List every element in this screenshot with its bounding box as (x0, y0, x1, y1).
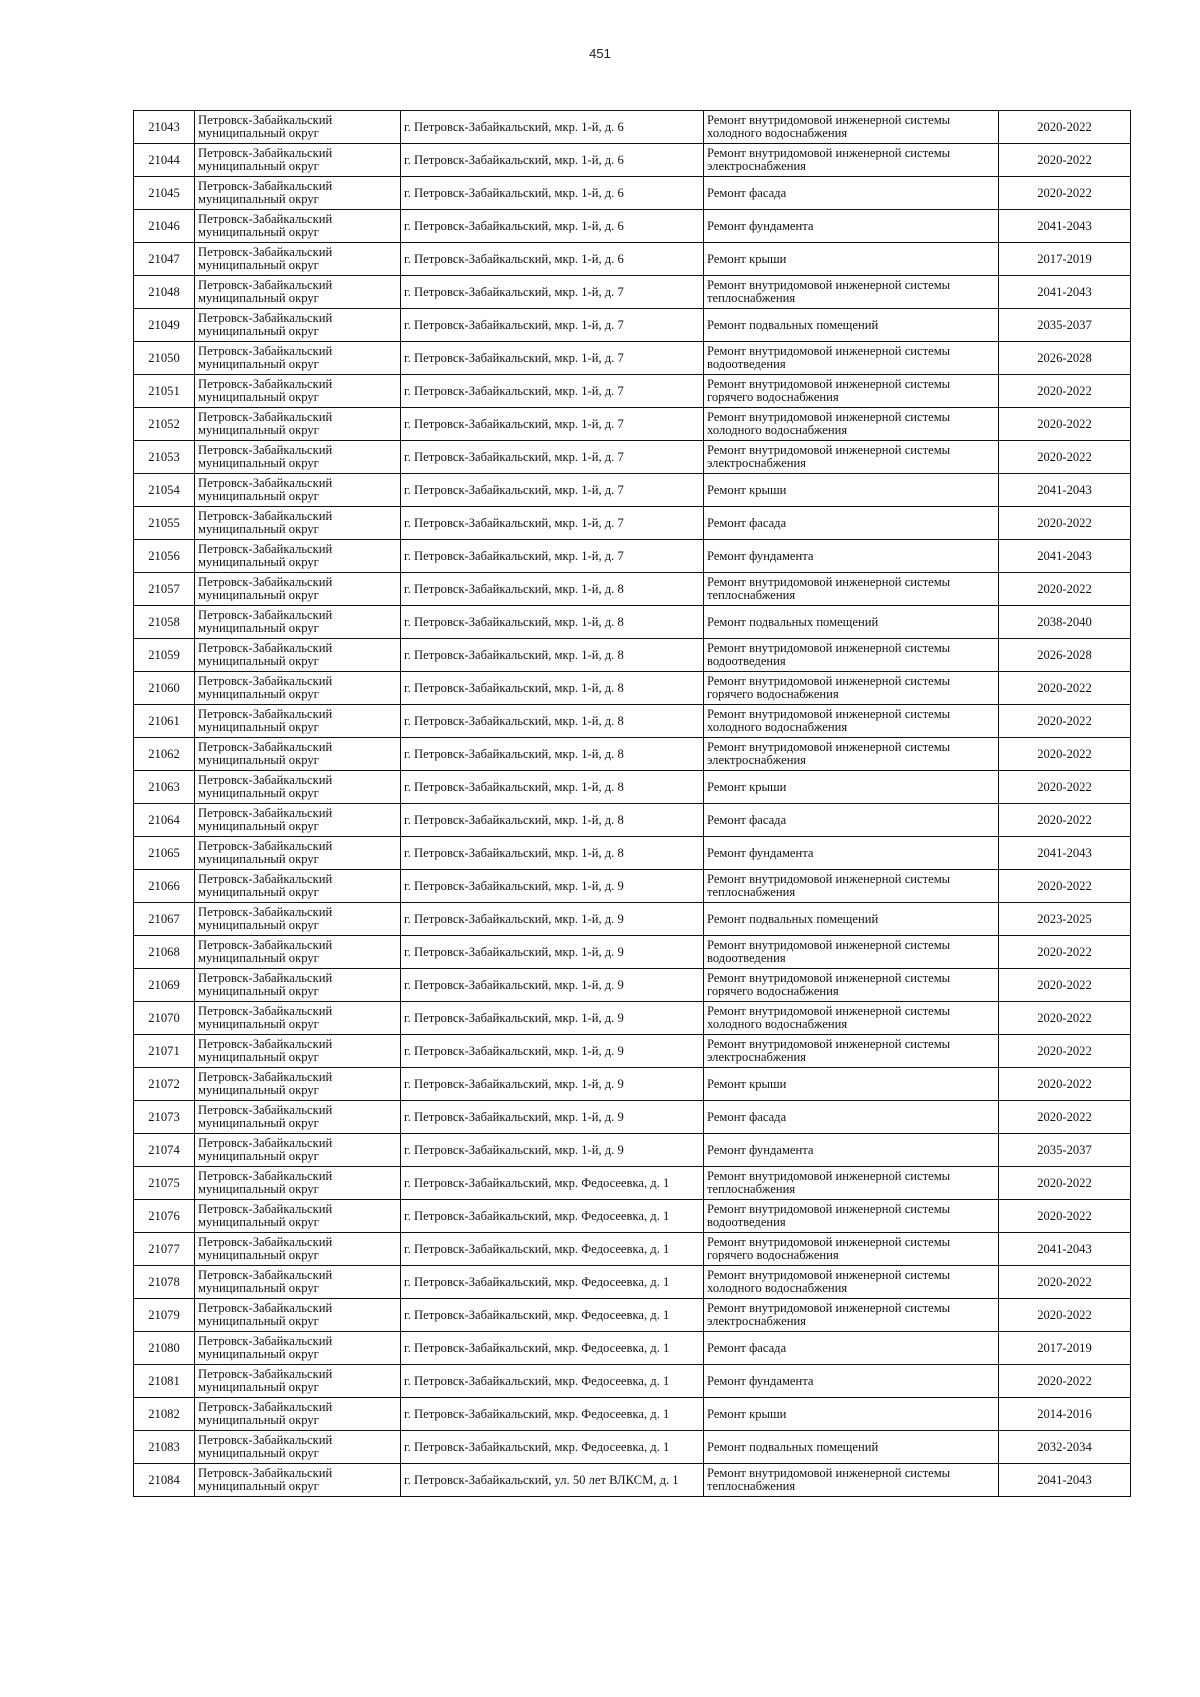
municipality-cell: Петровск-Забайкальский муниципальный округ (195, 276, 401, 309)
address-cell: г. Петровск-Забайкальский, мкр. Федосеевка, д. 1 (401, 1200, 704, 1233)
table-row (134, 111, 1131, 144)
period-cell: 2017-2019 (999, 243, 1131, 276)
table-row (134, 771, 1131, 804)
municipality-cell: Петровск-Забайкальский муниципальный округ (195, 1365, 401, 1398)
municipality-cell: Петровск-Забайкальский муниципальный округ (195, 1398, 401, 1431)
row-number: 21061 (134, 705, 195, 738)
period-cell: 2020-2022 (999, 804, 1131, 837)
work-type-cell: Ремонт подвальных помещений (704, 606, 999, 639)
row-number: 21047 (134, 243, 195, 276)
municipality-cell: Петровск-Забайкальский муниципальный округ (195, 309, 401, 342)
table-row (134, 804, 1131, 837)
municipality-cell: Петровск-Забайкальский муниципальный округ (195, 1035, 401, 1068)
work-type-cell: Ремонт внутридомовой инженерной системы теплоснабжения (704, 1464, 999, 1497)
period-cell: 2020-2022 (999, 870, 1131, 903)
table-row (134, 1134, 1131, 1167)
work-type-cell: Ремонт внутридомовой инженерной системы электроснабжения (704, 441, 999, 474)
table-row (134, 639, 1131, 672)
work-type-cell: Ремонт фундамента (704, 837, 999, 870)
table-row (134, 1299, 1131, 1332)
table-row (134, 507, 1131, 540)
table-row (134, 1365, 1131, 1398)
municipality-cell: Петровск-Забайкальский муниципальный округ (195, 573, 401, 606)
period-cell: 2020-2022 (999, 738, 1131, 771)
work-type-cell: Ремонт крыши (704, 1398, 999, 1431)
work-type-cell: Ремонт внутридомовой инженерной системы электроснабжения (704, 144, 999, 177)
address-cell: г. Петровск-Забайкальский, мкр. 1-й, д. 6 (401, 111, 704, 144)
row-number: 21044 (134, 144, 195, 177)
address-cell: г. Петровск-Забайкальский, мкр. 1-й, д. 7 (401, 408, 704, 441)
row-number: 21054 (134, 474, 195, 507)
municipality-cell: Петровск-Забайкальский муниципальный округ (195, 375, 401, 408)
table-row (134, 540, 1131, 573)
municipality-cell: Петровск-Забайкальский муниципальный округ (195, 1464, 401, 1497)
work-type-cell: Ремонт крыши (704, 243, 999, 276)
period-cell: 2020-2022 (999, 144, 1131, 177)
work-type-cell: Ремонт внутридомовой инженерной системы теплоснабжения (704, 1167, 999, 1200)
work-type-cell: Ремонт внутридомовой инженерной системы горячего водоснабжения (704, 375, 999, 408)
address-cell: г. Петровск-Забайкальский, мкр. Федосеевка, д. 1 (401, 1266, 704, 1299)
address-cell: г. Петровск-Забайкальский, мкр. 1-й, д. 9 (401, 1002, 704, 1035)
row-number: 21072 (134, 1068, 195, 1101)
address-cell: г. Петровск-Забайкальский, мкр. 1-й, д. 6 (401, 210, 704, 243)
row-number: 21069 (134, 969, 195, 1002)
row-number: 21057 (134, 573, 195, 606)
work-type-cell: Ремонт подвальных помещений (704, 1431, 999, 1464)
row-number: 21059 (134, 639, 195, 672)
period-cell: 2020-2022 (999, 111, 1131, 144)
municipality-cell: Петровск-Забайкальский муниципальный округ (195, 1002, 401, 1035)
address-cell: г. Петровск-Забайкальский, мкр. 1-й, д. 7 (401, 507, 704, 540)
municipality-cell: Петровск-Забайкальский муниципальный округ (195, 1431, 401, 1464)
work-type-cell: Ремонт внутридомовой инженерной системы горячего водоснабжения (704, 969, 999, 1002)
row-number: 21084 (134, 1464, 195, 1497)
municipality-cell: Петровск-Забайкальский муниципальный округ (195, 936, 401, 969)
period-cell: 2020-2022 (999, 177, 1131, 210)
address-cell: г. Петровск-Забайкальский, мкр. 1-й, д. 7 (401, 309, 704, 342)
table-row (134, 342, 1131, 375)
row-number: 21060 (134, 672, 195, 705)
row-number: 21070 (134, 1002, 195, 1035)
row-number: 21055 (134, 507, 195, 540)
period-cell: 2020-2022 (999, 1200, 1131, 1233)
municipality-cell: Петровск-Забайкальский муниципальный округ (195, 639, 401, 672)
period-cell: 2041-2043 (999, 1233, 1131, 1266)
work-type-cell: Ремонт внутридомовой инженерной системы теплоснабжения (704, 870, 999, 903)
work-type-cell: Ремонт внутридомовой инженерной системы холодного водоснабжения (704, 1002, 999, 1035)
municipality-cell: Петровск-Забайкальский муниципальный округ (195, 441, 401, 474)
period-cell: 2035-2037 (999, 309, 1131, 342)
work-type-cell: Ремонт фундамента (704, 1365, 999, 1398)
municipality-cell: Петровск-Забайкальский муниципальный округ (195, 111, 401, 144)
address-cell: г. Петровск-Забайкальский, мкр. 1-й, д. 8 (401, 606, 704, 639)
address-cell: г. Петровск-Забайкальский, мкр. 1-й, д. 8 (401, 738, 704, 771)
table-row (134, 276, 1131, 309)
address-cell: г. Петровск-Забайкальский, мкр. 1-й, д. 8 (401, 837, 704, 870)
row-number: 21074 (134, 1134, 195, 1167)
work-type-cell: Ремонт внутридомовой инженерной системы водоотведения (704, 639, 999, 672)
municipality-cell: Петровск-Забайкальский муниципальный округ (195, 771, 401, 804)
municipality-cell: Петровск-Забайкальский муниципальный округ (195, 1266, 401, 1299)
address-cell: г. Петровск-Забайкальский, мкр. 1-й, д. 9 (401, 903, 704, 936)
work-type-cell: Ремонт внутридомовой инженерной системы горячего водоснабжения (704, 1233, 999, 1266)
row-number: 21071 (134, 1035, 195, 1068)
table-row (134, 1233, 1131, 1266)
period-cell: 2026-2028 (999, 342, 1131, 375)
period-cell: 2041-2043 (999, 837, 1131, 870)
work-type-cell: Ремонт крыши (704, 1068, 999, 1101)
row-number: 21080 (134, 1332, 195, 1365)
repair-schedule-table (133, 110, 1131, 1497)
address-cell: г. Петровск-Забайкальский, мкр. 1-й, д. 8 (401, 705, 704, 738)
table-row (134, 474, 1131, 507)
table-row (134, 837, 1131, 870)
table-body (134, 111, 1131, 1497)
work-type-cell: Ремонт внутридомовой инженерной системы теплоснабжения (704, 573, 999, 606)
address-cell: г. Петровск-Забайкальский, мкр. Федосеевка, д. 1 (401, 1431, 704, 1464)
period-cell: 2020-2022 (999, 969, 1131, 1002)
row-number: 21045 (134, 177, 195, 210)
work-type-cell: Ремонт фасада (704, 1332, 999, 1365)
period-cell: 2020-2022 (999, 1002, 1131, 1035)
municipality-cell: Петровск-Забайкальский муниципальный округ (195, 903, 401, 936)
municipality-cell: Петровск-Забайкальский муниципальный округ (195, 870, 401, 903)
work-type-cell: Ремонт фундамента (704, 210, 999, 243)
row-number: 21049 (134, 309, 195, 342)
municipality-cell: Петровск-Забайкальский муниципальный округ (195, 1233, 401, 1266)
work-type-cell: Ремонт внутридомовой инженерной системы водоотведения (704, 1200, 999, 1233)
row-number: 21062 (134, 738, 195, 771)
table-row (134, 1266, 1131, 1299)
work-type-cell: Ремонт фасада (704, 507, 999, 540)
row-number: 21075 (134, 1167, 195, 1200)
table-row (134, 309, 1131, 342)
work-type-cell: Ремонт подвальных помещений (704, 309, 999, 342)
address-cell: г. Петровск-Забайкальский, мкр. 1-й, д. 9 (401, 1134, 704, 1167)
table-row (134, 1464, 1131, 1497)
municipality-cell: Петровск-Забайкальский муниципальный округ (195, 606, 401, 639)
period-cell: 2041-2043 (999, 474, 1131, 507)
row-number: 21053 (134, 441, 195, 474)
row-number: 21083 (134, 1431, 195, 1464)
period-cell: 2020-2022 (999, 441, 1131, 474)
municipality-cell: Петровск-Забайкальский муниципальный округ (195, 1332, 401, 1365)
municipality-cell: Петровск-Забайкальский муниципальный округ (195, 969, 401, 1002)
table-row (134, 1002, 1131, 1035)
address-cell: г. Петровск-Забайкальский, мкр. 1-й, д. 7 (401, 441, 704, 474)
row-number: 21048 (134, 276, 195, 309)
period-cell: 2020-2022 (999, 1365, 1131, 1398)
address-cell: г. Петровск-Забайкальский, мкр. 1-й, д. 8 (401, 771, 704, 804)
table-row (134, 738, 1131, 771)
table-row (134, 1398, 1131, 1431)
work-type-cell: Ремонт внутридомовой инженерной системы холодного водоснабжения (704, 1266, 999, 1299)
municipality-cell: Петровск-Забайкальский муниципальный округ (195, 210, 401, 243)
period-cell: 2020-2022 (999, 375, 1131, 408)
period-cell: 2038-2040 (999, 606, 1131, 639)
table-row (134, 243, 1131, 276)
row-number: 21078 (134, 1266, 195, 1299)
work-type-cell: Ремонт фасада (704, 1101, 999, 1134)
period-cell: 2023-2025 (999, 903, 1131, 936)
period-cell: 2020-2022 (999, 936, 1131, 969)
row-number: 21046 (134, 210, 195, 243)
municipality-cell: Петровск-Забайкальский муниципальный округ (195, 1299, 401, 1332)
address-cell: г. Петровск-Забайкальский, мкр. 1-й, д. 8 (401, 672, 704, 705)
period-cell: 2041-2043 (999, 540, 1131, 573)
period-cell: 2020-2022 (999, 1167, 1131, 1200)
address-cell: г. Петровск-Забайкальский, мкр. 1-й, д. 9 (401, 969, 704, 1002)
row-number: 21082 (134, 1398, 195, 1431)
table-row (134, 969, 1131, 1002)
table-row (134, 1101, 1131, 1134)
row-number: 21073 (134, 1101, 195, 1134)
address-cell: г. Петровск-Забайкальский, мкр. 1-й, д. 7 (401, 375, 704, 408)
row-number: 21052 (134, 408, 195, 441)
municipality-cell: Петровск-Забайкальский муниципальный округ (195, 474, 401, 507)
municipality-cell: Петровск-Забайкальский муниципальный округ (195, 243, 401, 276)
row-number: 21056 (134, 540, 195, 573)
municipality-cell: Петровск-Забайкальский муниципальный округ (195, 144, 401, 177)
address-cell: г. Петровск-Забайкальский, мкр. 1-й, д. 7 (401, 276, 704, 309)
period-cell: 2020-2022 (999, 573, 1131, 606)
municipality-cell: Петровск-Забайкальский муниципальный округ (195, 507, 401, 540)
address-cell: г. Петровск-Забайкальский, мкр. Федосеевка, д. 1 (401, 1167, 704, 1200)
table-row (134, 1167, 1131, 1200)
table-row (134, 1200, 1131, 1233)
table-row (134, 441, 1131, 474)
work-type-cell: Ремонт фундамента (704, 540, 999, 573)
municipality-cell: Петровск-Забайкальский муниципальный округ (195, 540, 401, 573)
period-cell: 2014-2016 (999, 1398, 1131, 1431)
work-type-cell: Ремонт внутридомовой инженерной системы электроснабжения (704, 1035, 999, 1068)
address-cell: г. Петровск-Забайкальский, мкр. 1-й, д. 7 (401, 540, 704, 573)
address-cell: г. Петровск-Забайкальский, мкр. Федосеевка, д. 1 (401, 1398, 704, 1431)
table-row (134, 936, 1131, 969)
table-row (134, 1035, 1131, 1068)
table-row (134, 144, 1131, 177)
period-cell: 2020-2022 (999, 1101, 1131, 1134)
table-row (134, 870, 1131, 903)
municipality-cell: Петровск-Забайкальский муниципальный округ (195, 672, 401, 705)
row-number: 21050 (134, 342, 195, 375)
table-row (134, 1068, 1131, 1101)
municipality-cell: Петровск-Забайкальский муниципальный округ (195, 1134, 401, 1167)
row-number: 21043 (134, 111, 195, 144)
work-type-cell: Ремонт внутридомовой инженерной системы теплоснабжения (704, 276, 999, 309)
period-cell: 2020-2022 (999, 1035, 1131, 1068)
table-row (134, 1332, 1131, 1365)
period-cell: 2035-2037 (999, 1134, 1131, 1167)
address-cell: г. Петровск-Забайкальский, мкр. 1-й, д. 7 (401, 342, 704, 375)
table-row (134, 606, 1131, 639)
period-cell: 2020-2022 (999, 771, 1131, 804)
work-type-cell: Ремонт фасада (704, 177, 999, 210)
period-cell: 2017-2019 (999, 1332, 1131, 1365)
row-number: 21063 (134, 771, 195, 804)
address-cell: г. Петровск-Забайкальский, мкр. 1-й, д. 6 (401, 144, 704, 177)
work-type-cell: Ремонт внутридомовой инженерной системы электроснабжения (704, 1299, 999, 1332)
address-cell: г. Петровск-Забайкальский, мкр. Федосеевка, д. 1 (401, 1233, 704, 1266)
table-row (134, 903, 1131, 936)
address-cell: г. Петровск-Забайкальский, мкр. 1-й, д. 9 (401, 1035, 704, 1068)
municipality-cell: Петровск-Забайкальский муниципальный округ (195, 177, 401, 210)
address-cell: г. Петровск-Забайкальский, мкр. 1-й, д. 7 (401, 474, 704, 507)
table-row (134, 1431, 1131, 1464)
period-cell: 2032-2034 (999, 1431, 1131, 1464)
address-cell: г. Петровск-Забайкальский, ул. 50 лет ВЛКСМ, д. 1 (401, 1464, 704, 1497)
address-cell: г. Петровск-Забайкальский, мкр. 1-й, д. 9 (401, 936, 704, 969)
page-number: 451 (589, 46, 611, 61)
address-cell: г. Петровск-Забайкальский, мкр. 1-й, д. 6 (401, 243, 704, 276)
municipality-cell: Петровск-Забайкальский муниципальный округ (195, 342, 401, 375)
period-cell: 2020-2022 (999, 1266, 1131, 1299)
work-type-cell: Ремонт внутридомовой инженерной системы холодного водоснабжения (704, 408, 999, 441)
row-number: 21068 (134, 936, 195, 969)
work-type-cell: Ремонт подвальных помещений (704, 903, 999, 936)
period-cell: 2020-2022 (999, 705, 1131, 738)
work-type-cell: Ремонт крыши (704, 474, 999, 507)
work-type-cell: Ремонт фундамента (704, 1134, 999, 1167)
period-cell: 2020-2022 (999, 1299, 1131, 1332)
address-cell: г. Петровск-Забайкальский, мкр. 1-й, д. 8 (401, 573, 704, 606)
table-row (134, 408, 1131, 441)
municipality-cell: Петровск-Забайкальский муниципальный округ (195, 408, 401, 441)
row-number: 21064 (134, 804, 195, 837)
table-row (134, 705, 1131, 738)
address-cell: г. Петровск-Забайкальский, мкр. 1-й, д. 9 (401, 870, 704, 903)
municipality-cell: Петровск-Забайкальский муниципальный округ (195, 1167, 401, 1200)
row-number: 21051 (134, 375, 195, 408)
period-cell: 2020-2022 (999, 408, 1131, 441)
table-row (134, 375, 1131, 408)
row-number: 21065 (134, 837, 195, 870)
work-type-cell: Ремонт крыши (704, 771, 999, 804)
row-number: 21076 (134, 1200, 195, 1233)
address-cell: г. Петровск-Забайкальский, мкр. 1-й, д. 8 (401, 804, 704, 837)
work-type-cell: Ремонт внутридомовой инженерной системы водоотведения (704, 342, 999, 375)
period-cell: 2041-2043 (999, 276, 1131, 309)
row-number: 21066 (134, 870, 195, 903)
table-row (134, 573, 1131, 606)
period-cell: 2026-2028 (999, 639, 1131, 672)
work-type-cell: Ремонт внутридомовой инженерной системы электроснабжения (704, 738, 999, 771)
address-cell: г. Петровск-Забайкальский, мкр. 1-й, д. 9 (401, 1068, 704, 1101)
municipality-cell: Петровск-Забайкальский муниципальный округ (195, 1101, 401, 1134)
table-row (134, 210, 1131, 243)
row-number: 21077 (134, 1233, 195, 1266)
address-cell: г. Петровск-Забайкальский, мкр. Федосеевка, д. 1 (401, 1299, 704, 1332)
address-cell: г. Петровск-Забайкальский, мкр. Федосеевка, д. 1 (401, 1365, 704, 1398)
work-type-cell: Ремонт внутридомовой инженерной системы холодного водоснабжения (704, 705, 999, 738)
address-cell: г. Петровск-Забайкальский, мкр. 1-й, д. 8 (401, 639, 704, 672)
period-cell: 2020-2022 (999, 672, 1131, 705)
address-cell: г. Петровск-Забайкальский, мкр. Федосеевка, д. 1 (401, 1332, 704, 1365)
municipality-cell: Петровск-Забайкальский муниципальный округ (195, 837, 401, 870)
table-row (134, 177, 1131, 210)
period-cell: 2020-2022 (999, 507, 1131, 540)
work-type-cell: Ремонт внутридомовой инженерной системы горячего водоснабжения (704, 672, 999, 705)
row-number: 21081 (134, 1365, 195, 1398)
municipality-cell: Петровск-Забайкальский муниципальный округ (195, 738, 401, 771)
table-row (134, 672, 1131, 705)
period-cell: 2041-2043 (999, 1464, 1131, 1497)
municipality-cell: Петровск-Забайкальский муниципальный округ (195, 1200, 401, 1233)
address-cell: г. Петровск-Забайкальский, мкр. 1-й, д. 6 (401, 177, 704, 210)
row-number: 21067 (134, 903, 195, 936)
work-type-cell: Ремонт фасада (704, 804, 999, 837)
municipality-cell: Петровск-Забайкальский муниципальный округ (195, 705, 401, 738)
row-number: 21079 (134, 1299, 195, 1332)
work-type-cell: Ремонт внутридомовой инженерной системы водоотведения (704, 936, 999, 969)
period-cell: 2020-2022 (999, 1068, 1131, 1101)
work-type-cell: Ремонт внутридомовой инженерной системы холодного водоснабжения (704, 111, 999, 144)
row-number: 21058 (134, 606, 195, 639)
municipality-cell: Петровск-Забайкальский муниципальный округ (195, 804, 401, 837)
municipality-cell: Петровск-Забайкальский муниципальный округ (195, 1068, 401, 1101)
address-cell: г. Петровск-Забайкальский, мкр. 1-й, д. 9 (401, 1101, 704, 1134)
period-cell: 2041-2043 (999, 210, 1131, 243)
